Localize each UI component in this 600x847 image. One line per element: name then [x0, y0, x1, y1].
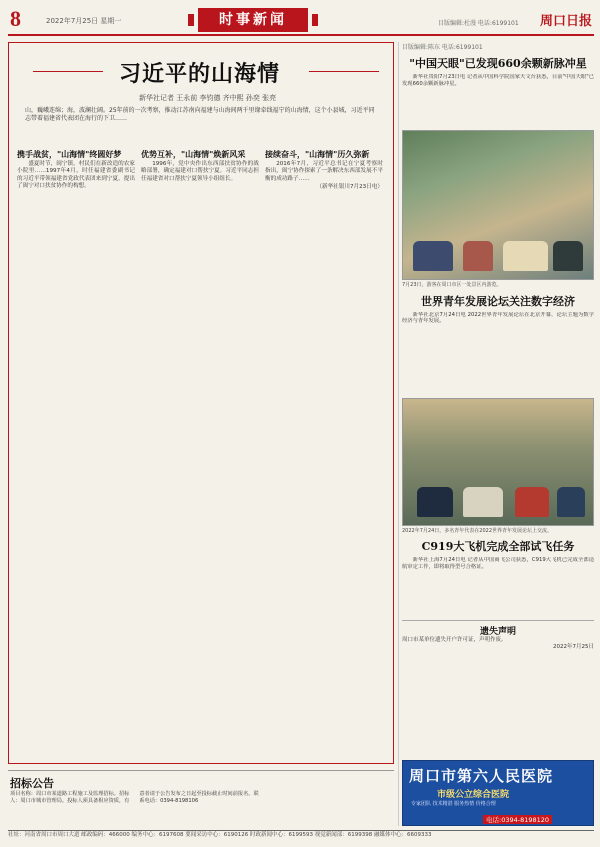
subhead-1: 携手战贫，"山海情"终圆好梦: [17, 150, 122, 159]
page-number: 8: [10, 6, 21, 31]
story-headline-c919: C919大飞机完成全部试飞任务: [421, 540, 575, 553]
editor-info: 目版编辑:杜漫 电话:6199101: [438, 20, 519, 27]
section-title: 时事新闻: [198, 8, 308, 32]
zoo-photo: [402, 130, 594, 280]
story-paragraph: 新华社上海7月24日电 记者从中国商飞公司获悉，C919大飞机已完成全部适航审定工作，即将取得型号合格证。: [402, 557, 594, 570]
story-paragraph: 新华社贵阳7月23日电 记者从中国科学院国家天文台获悉，目前"中国天眼"已发现660余颗新脉冲星。: [402, 74, 594, 87]
article-closing: （新华社银川7月23日电）: [316, 183, 383, 190]
lost-notice: [402, 620, 594, 651]
photo-caption-2: 2022年7月24日，多名青年代表在2022世界青年发展论坛上交流。: [402, 527, 552, 534]
paragraph: 2016年7月，习近平总书记在宁夏考察时指出，闽宁协作探索了一条解决东西部发展不平衡的成功路子……: [265, 161, 383, 182]
newspaper-logo: 周口日报: [539, 13, 592, 28]
subhead-3: 接续奋斗，"山海情"历久弥新: [265, 150, 370, 159]
lost-notice-text: 周口市某单位遗失开户许可证，声明作废。: [402, 637, 507, 643]
story-text-fast: [402, 74, 594, 126]
tender-notice: [8, 770, 394, 826]
lost-notice-title: 遗失声明: [479, 627, 516, 637]
paragraph: 1996年，党中央作出东西部扶贫协作的战略部署，确定福建对口帮扶宁夏。习近平同志担任福建省对口帮扶宁夏领导小组组长。: [141, 161, 259, 182]
story-text-c919: [402, 557, 594, 617]
article-column-1: [17, 147, 135, 751]
page-header: [8, 6, 594, 36]
story-text-youth: [402, 312, 594, 396]
hospital-desc: 专家团队 技术精湛 服务热情 价格合理: [411, 801, 496, 807]
right-column: [402, 42, 594, 651]
hospital-phone: 电话:0394-8198120: [483, 815, 552, 824]
issue-date: 2022年7月25日 星期一: [46, 17, 122, 25]
story-paragraph: 新华社北京7月24日电 2022世界青年发展论坛在北京开幕，论坛主题为数字经济与青年发展。: [402, 311, 594, 325]
right-meta: 目版编辑:陈东 电话:6199101: [402, 44, 483, 51]
hospital-slogan: 市级公立综合医院: [437, 790, 510, 800]
article-title: 习近平的山海情: [119, 61, 281, 87]
tender-title: 招标公告: [10, 777, 54, 790]
subhead-2: 优势互补，"山海情"焕新风采: [141, 150, 246, 159]
hospital-ad: [402, 760, 594, 826]
column-divider: [398, 42, 399, 826]
story-headline-fast: "中国天眼"已发现660余颗新脉冲星: [409, 57, 587, 70]
article-column-3: [265, 147, 383, 751]
main-article: [8, 42, 394, 764]
article-lead: 山，巍峨连绵；海，波澜壮阔。25年前的一次考察，推动江苏南向福建与山海间两千里缘牵线福宁的山海情，这个小县城，习近平同志带着福建省代表团在海行的下卫……: [25, 107, 375, 122]
story-headline-youth: 世界青年发展论坛关注数字经济: [421, 294, 575, 308]
article-column-2: [141, 147, 259, 751]
hospital-name: 周口市第六人民医院: [409, 767, 554, 785]
photo-caption-1: 7月23日，游客在周口市区一处景区内游览。: [402, 282, 502, 288]
title-deco-right: [309, 71, 379, 72]
article-byline: 新华社记者 王永前 李钧德 齐中熙 孙奕 张亮: [139, 94, 277, 102]
lost-notice-date: 2022年7月25日: [553, 644, 594, 650]
page-footer: 社址：河南省周口市周口大道 邮政编码：466000 编务中心：6197608 要闻采访中心：6190126 时政新闻中心：6199593 视觉新闻部：6199398 融媒体中心：6609333: [8, 830, 594, 844]
title-deco-left: [33, 71, 103, 72]
forum-photo: [402, 398, 594, 526]
paragraph: 盛夏时节，闽宁镇，村民们在新改造的农家小院里……1997年4月，时任福建省委副书记的习近平带领福建省党政代表团来到宁夏，提出了闽宁对口扶贫协作的构想。: [17, 161, 135, 189]
tender-body: 项目名称：周口市某道路工程施工及监理招标。招标人：周口市城市管理局。投标人须具备相应资质，有意者请于公告发布之日起至投标截止时间前报名。联系电话：0394-8198106: [10, 791, 259, 804]
